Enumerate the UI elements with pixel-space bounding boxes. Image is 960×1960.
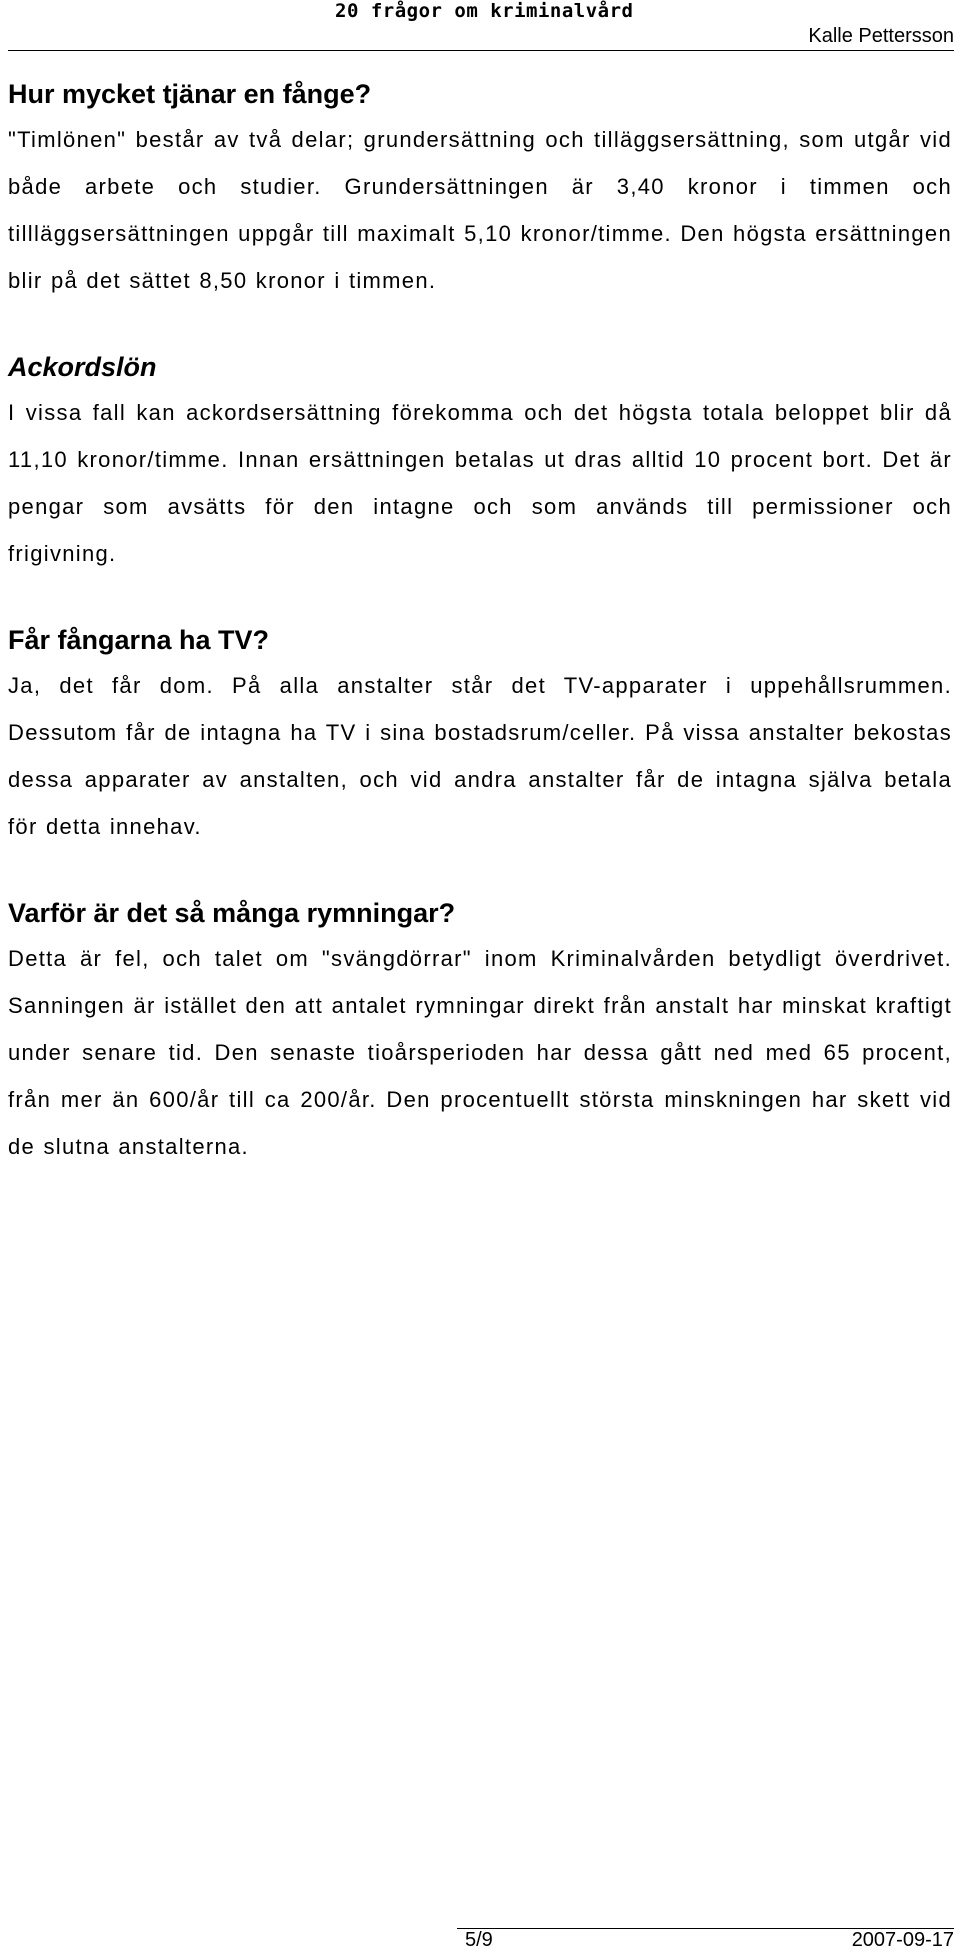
document-title: 20 frågor om kriminalvård [335, 0, 634, 22]
section-paragraph: Detta är fel, och talet om "svängdörrar" inom Kriminalvården betydligt överdrivet. Sanningen är istället den att antalet rymningar direkt från anstalt har minskat kraftigt under senare tid. Den senaste tioårsperioden har dessa gått ned med 65 procent, från mer än 600/år till ca 200/år. Den procentuellt största minskningen har skett vid de slutna anstalterna. [8, 946, 952, 1159]
page-header [8, 0, 954, 51]
section-escapes [8, 897, 952, 1170]
section-paragraph: Ja, det får dom. På alla anstalter står det TV-apparater i uppehållsrummen. Dessutom får de intagna ha TV i sina bostadsrum/celler. På vissa anstalter bekostas dessa apparater av anstalten, och vid andra anstalter får de intagna själva betala för detta innehav. [8, 673, 952, 839]
section-heading: Ackordslön [8, 352, 157, 382]
section-paragraph: I vissa fall kan ackordsersättning förekomma och det högsta totala beloppet blir då 11,10 kronor/timme. Innan ersättningen betalas ut dras alltid 10 procent bort. Det är pengar som avsätts för den intagne och som används till permissioner och frigivning. [8, 400, 952, 566]
footer-date: 2007-09-17 [851, 1929, 954, 1951]
section-tv [8, 624, 952, 850]
section-heading: Hur mycket tjänar en fånge? [8, 79, 372, 109]
section-paragraph: "Timlönen" består av två delar; grundersättning och tilläggsersättning, som utgår vid både arbete och studier. Grundersättningen är 3,40 kronor i timmen och tillläggsersättningen uppgår till maximalt 5,10 kronor/timme. Den högsta ersättningen blir på det sättet 8,50 kronor i timmen. [8, 127, 952, 293]
author-name: Kalle Pettersson [808, 25, 954, 47]
section-heading: Får fångarna ha TV? [8, 625, 270, 655]
page-footer [8, 1928, 954, 1956]
section-heading: Varför är det så många rymningar? [8, 898, 456, 928]
section-piece-rate [8, 351, 952, 577]
page-number: 5/9 [465, 1929, 493, 1951]
section-wages [8, 78, 952, 304]
document-body [8, 78, 952, 1217]
